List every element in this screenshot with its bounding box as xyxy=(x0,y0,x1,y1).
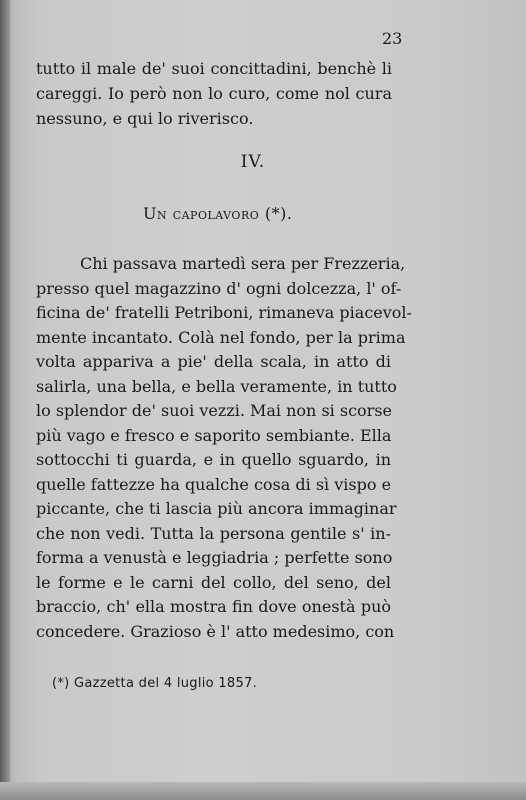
paragraph-line: che non vedi. Tutta la persona gentile s' in- xyxy=(36,523,391,543)
paragraph-line: più vago e fresco e saporito sembiante. Ella xyxy=(36,425,392,445)
paragraph-line: piccante, che ti lascia più ancora immaginar xyxy=(36,499,397,518)
paragraph-line: Chi passava martedì sera per Frezzeria, xyxy=(80,254,406,273)
paragraph-line: salirla, una bella, e bella veramente, in tutto xyxy=(36,376,397,396)
paragraph-line: presso quel magazzino d' ogni dolcezza, l' of- xyxy=(36,278,402,298)
paragraph-line: sottocchi ti guarda, e in quello sguardo, in xyxy=(36,450,391,469)
paragraph-line: forma a venustà e leggiadria ; perfette sono xyxy=(36,548,393,567)
top-line-2: careggi. Io però non lo curo, come nol cura xyxy=(36,84,392,103)
page-bottom-edge xyxy=(0,782,526,800)
main-paragraph xyxy=(36,252,412,644)
top-line-1: tutto il male de' suoi concittadini, benchè li xyxy=(36,59,392,78)
page-spine-shadow xyxy=(0,0,10,800)
section-numeral: IV. xyxy=(240,152,266,172)
footnote: (*) Gazzetta del 4 luglio 1857. xyxy=(52,676,258,691)
top-line-3: nessuno, e qui lo riverisco. xyxy=(36,109,254,128)
paragraph-line: lo splendor de' suoi vezzi. Mai non si scorse xyxy=(36,401,392,420)
paragraph-line: le forme e le carni del collo, del seno, del xyxy=(36,572,391,592)
paragraph-line: ficina de' fratelli Petriboni, rimaneva piacevol- xyxy=(36,303,412,322)
paragraph-line: quelle fattezze ha qualche cosa di sì vispo e xyxy=(36,474,392,494)
paragraph-line: mente incantato. Colà nel fondo, per la prima xyxy=(36,327,406,347)
paragraph-line: concedere. Grazioso è l' atto medesimo, con xyxy=(36,621,395,641)
paragraph-line: volta appariva a pie' della scala, in atto di xyxy=(36,352,391,371)
page-number: 23 xyxy=(382,29,403,48)
section-title: Un capolavoro (*). xyxy=(143,204,293,223)
paragraph-line: braccio, ch' ella mostra fin dove onestà può xyxy=(36,597,391,616)
